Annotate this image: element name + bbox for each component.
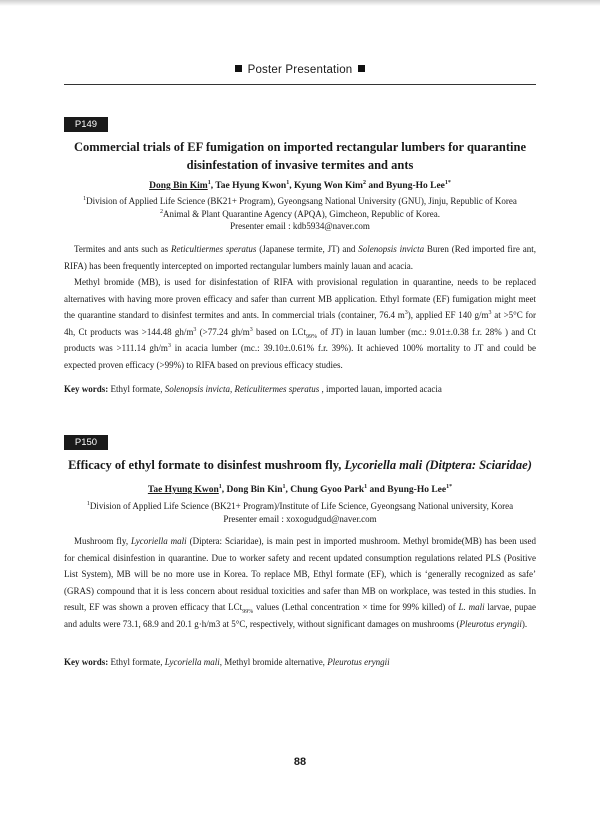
abstract-body-p149 [64,241,536,373]
author-name: Dong Bin Kin [226,485,283,495]
author-sup: 1 [207,179,211,186]
author-list-p150: Tae Hyung Kwon$^1$, Dong Bin Kin$^1$, Chung Gyoo Park$^1$ and Byung-Ho Lee$^{1*}$ [147,483,453,495]
author-name: Dong Bin Kim [149,181,208,191]
author-sup: 1 [218,483,222,490]
affiliation: Animal & Plant Quarantine Agency (APQA), Gimcheon, Republic of Korea. [163,208,440,219]
paragraph: Mushroom fly, Lycoriella mali (Diptera: Sciaridae), is main pest in imported mushroom. Methyl bromide(MB) has been used for chemical disinfestion in quarantine. Due to worker safety and recent updated consumption regulations related PLS (Positive List System), MB will be no more use in Korea. To replace MB, Ethyl formate (EF), which is ‘generally recognized as safe’ (GRAS) compound that it is less concern about residual toxicities and safer than MB on workplace, was tested in this studies. In result, EF was shown a proven efficacy that LCt$_{99\%}$ values (Lethal concentration × time for 99% killed) of L. mali larvae, pupae and adults were 73.1, 68.9 and 20.1 g·h/m3 at 5°C, respectively, without significant damages on mushrooms (Pleurotus eryngii). [64,536,536,629]
page-top-shade [0,0,600,6]
square-bullet-icon [235,65,242,72]
affiliation: Division of Applied Life Science (BK21+ Program), Gyeongsang National University (GNU), Jinju, Republic of Korea [86,196,517,206]
abstract-title-p149 [64,138,536,174]
author-list-p149: Dong Bin Kim$^1$, Tae Hyung Kwon$^1$, Kyung Won Kim$^2$ and Byung-Ho Lee$^{1*}$ [149,179,451,191]
author-sup: 1 [282,483,286,490]
affil-sup: 2 [160,208,164,215]
author-sup: 1 [364,483,368,490]
title-species: Lycoriella mali (Ditptera: Sciaridae) [344,458,532,472]
paragraph: Methyl bromide (MB), is used for disinfestation of RIFA with provisional regulation in quarantine, needs to be replaced alternatives with having more proven efficacy and safer than current MB application. Ethyl formate (EF) fumigation might meet the quarantine standard to disinfest termites and ants. In commercial trials (container, 76.4 $m^3$), applied EF 140 $g/m^3$ at >5°C for 4h, Ct products was >144.48 $gh/m^3$ (>77.24 $gh/m^3$ based on LCt$_{99\%}$ of JT) in lauan lumber (mc.: 9.01±.0.38 f.r. 28% ) and Ct products was >111.14 $gh/m^3$ in acacia lumber (mc.: 39.10±.0.61% f.r. 39%). It achieved 100% mortality to JT and could be expected proven efficacy (>99%) to RIFA based on previous efficacy studies. [64,277,537,370]
keywords-label: Key words: [64,384,109,394]
author-sup: 1 [286,179,290,186]
header-rule [64,84,536,85]
affiliations-p150 [64,500,536,525]
author-name: Chung Gyoo Park [290,485,365,495]
paragraph: Termites and ants such as Reticultiermes speratus (Japanese termite, JT) and Solenopsis invicta Buren (Red imported fire ant, RIFA) has been frequently intercepted on imported rectangular lumbers mainly lauan and acacia. [64,244,536,271]
affiliations-p149 [64,195,536,233]
page-number: 88 [293,756,307,768]
title-line: Efficacy of ethyl formate to disinfest mushroom fly, [68,458,345,472]
author-name: Tae Hyung Kwon [215,181,287,191]
presenter-email: Presenter email : kdb5934@naver.com [230,221,370,231]
author-name: Byung-Ho Lee [386,181,445,191]
title-line: Commercial trials of EF fumigation on imported rectangular lumbers for quarantine [73,140,527,154]
keywords-label: Key words: [64,657,109,667]
keywords-p150: Key words: Ethyl formate, Lycoriella mali, Methyl bromide alternative, Pleurotus eryngii [64,657,390,667]
abstract-body-p150 [64,533,536,632]
author-name: Byung-Ho Lee [387,485,447,495]
square-bullet-icon [358,65,365,72]
author-sup: 1* [444,179,451,186]
affil-sup: 1 [86,501,90,507]
affil-sup: 1 [83,196,87,202]
author-name: Kyung Won Kim [293,181,363,191]
running-header [64,64,536,76]
title-line: disinfestation of invasive termites and ants [186,158,414,172]
abstract-title-p150 [64,456,536,474]
keywords-p149: Key words: Ethyl formate, Solenopsis invicta, Reticulitermes speratus , imported lauan, imported acacia [64,384,442,394]
abstract-badge-p150: P150 [64,435,108,450]
author-sup: 1* [446,483,453,490]
author-name: Tae Hyung Kwon [147,485,219,495]
author-sup: 2 [362,179,366,186]
affiliation: Division of Applied Life Science (BK21+ Program)/Institute of Life Science, Gyeongsang National university, Korea [89,501,514,511]
header-title: Poster Presentation [247,64,353,76]
presenter-email: Presenter email : xoxogudgud@naver.com [223,513,377,524]
abstract-badge-p149: P149 [64,117,108,132]
